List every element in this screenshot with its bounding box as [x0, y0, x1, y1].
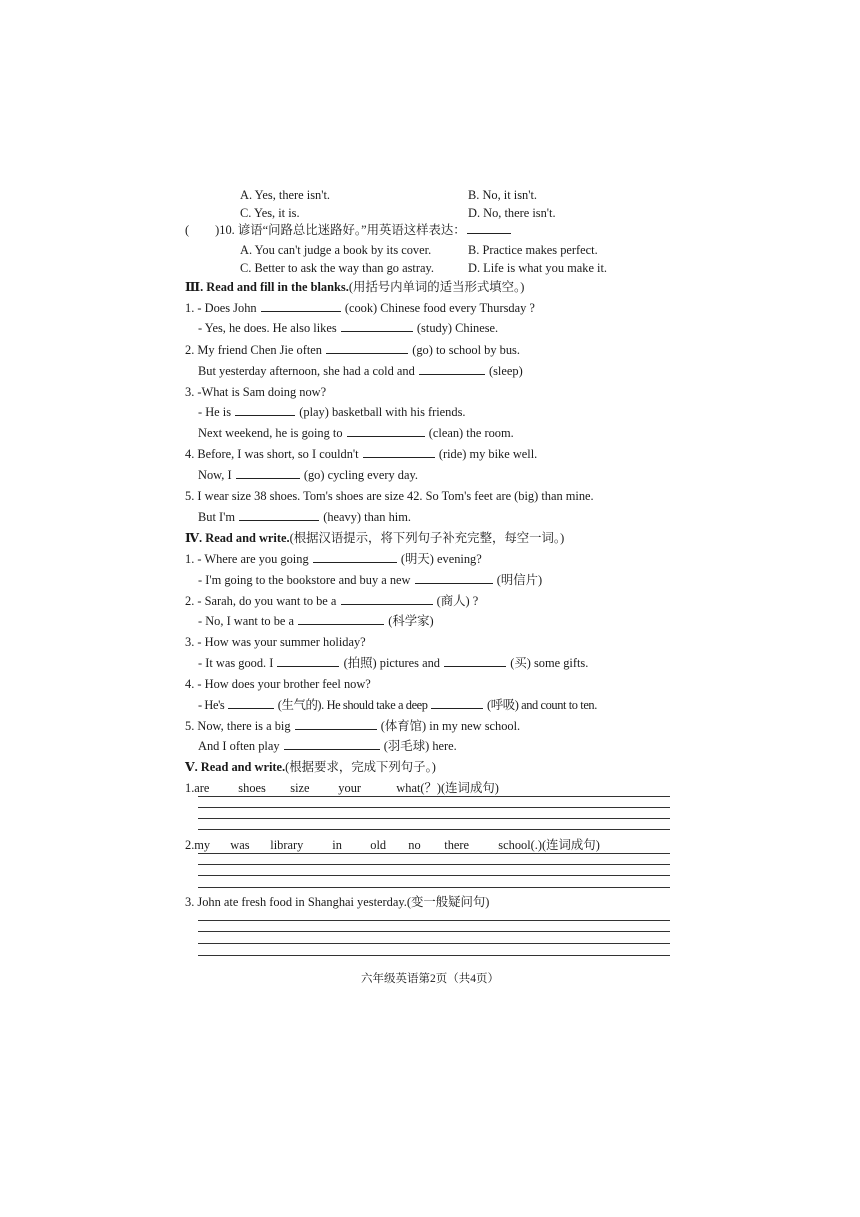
- s3-line-11: [198, 509, 411, 525]
- s4-l9-post: in my new school.: [429, 719, 521, 733]
- s4-l4-text: - No, I want to be a: [198, 614, 294, 628]
- answer-line[interactable]: [198, 943, 670, 944]
- s3-l9-text: Now, I: [198, 468, 232, 482]
- s4-l5-text: 3. - How was your summer holiday?: [185, 635, 366, 649]
- s3-line-5: [185, 384, 326, 400]
- section-3-heading-cn: (用括号内单词的适当形式填空。): [348, 280, 525, 294]
- s5-q1-word: size: [290, 781, 310, 795]
- answer-line[interactable]: [198, 807, 670, 808]
- s3-l6-post: basketball with his friends.: [331, 405, 466, 419]
- s4-l3-blank[interactable]: [341, 593, 433, 605]
- s5-q3-text: 3. John ate fresh food in Shanghai yesterday.: [185, 895, 407, 909]
- s4-l1-blank[interactable]: [313, 551, 397, 563]
- s4-l8-hint-1: (生气的): [277, 698, 322, 712]
- s3-l6-hint: (play): [299, 405, 329, 419]
- q10-option-c: C. Better to ask the way than go astray.: [240, 261, 434, 275]
- s5-q3-tail: (变一般疑问句): [406, 895, 490, 909]
- s3-l7-blank[interactable]: [347, 425, 425, 437]
- s3-l8-blank[interactable]: [363, 446, 435, 458]
- s4-l6-blank-1[interactable]: [277, 655, 339, 667]
- s4-l6-hint-2: (买): [510, 656, 531, 670]
- s4-l10-hint: (羽毛球): [383, 739, 430, 753]
- q10-option-d: D. Life is what you make it.: [468, 261, 608, 275]
- s4-line-7: [185, 676, 371, 692]
- s3-l9-hint: (go): [303, 468, 325, 482]
- q10-paren-close: ): [215, 223, 220, 237]
- s3-l3-hint: (go): [412, 343, 433, 357]
- s3-line-2: [198, 320, 498, 336]
- s3-l11-post: than him.: [364, 510, 411, 524]
- s3-l4-blank[interactable]: [419, 363, 485, 375]
- s4-l8-text: - He's: [198, 698, 225, 712]
- s3-l5-text: 3. -What is Sam doing now?: [185, 385, 327, 399]
- s3-l2-text: - Yes, he does. He also likes: [198, 321, 337, 335]
- s4-l7-text: 4. - How does your brother feel now?: [185, 677, 371, 691]
- answer-line[interactable]: [198, 818, 670, 819]
- q10-stem: 10. 谚语“问路总比迷路好。”用英语这样表达：: [219, 223, 466, 237]
- s3-l7-hint: (clean): [428, 426, 464, 440]
- s4-l1-text: 1. - Where are you going: [185, 552, 309, 566]
- s3-l11-hint: (heavy): [323, 510, 362, 524]
- answer-line[interactable]: [198, 931, 670, 932]
- s5-q1-num: 1.: [185, 781, 195, 795]
- s5-q1-word: shoes: [238, 781, 266, 795]
- s4-l3-post: ?: [472, 594, 479, 608]
- s4-l6-blank-2[interactable]: [444, 655, 506, 667]
- s5-q2-num: 2.: [185, 838, 195, 852]
- q10-blank[interactable]: [467, 222, 511, 234]
- answer-line[interactable]: [198, 864, 670, 865]
- answer-line[interactable]: [198, 920, 670, 921]
- s3-l1-post: Chinese food every Thursday ?: [380, 301, 535, 315]
- s4-l6-post: some gifts.: [533, 656, 589, 670]
- s3-l6-blank[interactable]: [235, 404, 295, 416]
- s3-l8-post: my bike well.: [469, 447, 538, 461]
- answer-line[interactable]: [198, 875, 670, 876]
- s5-q2-word: library: [270, 838, 304, 852]
- s3-l9-post: cycling every day.: [327, 468, 418, 482]
- s4-line-4: [198, 613, 434, 629]
- s4-l6-mid: pictures and: [379, 656, 440, 670]
- s4-l6-hint-1: (拍照): [343, 656, 377, 670]
- section-4-heading-cn: (根据汉语提示，将下列句子补充完整，每空一词。): [289, 531, 565, 545]
- s4-line-8: [198, 697, 597, 713]
- s5-q1-tail: (？)(连词成句): [420, 781, 499, 795]
- s4-line-5: [185, 634, 366, 650]
- q9-option-c: C. Yes, it is.: [240, 206, 300, 220]
- s4-line-6: [198, 655, 588, 671]
- s3-l6-text: - He is: [198, 405, 232, 419]
- s4-l9-text: 5. Now, there is a big: [185, 719, 291, 733]
- s4-l8-blank-2[interactable]: [431, 697, 483, 709]
- s4-l3-text: 2. - Sarah, do you want to be a: [185, 594, 337, 608]
- s5-q2-tail: (.)(连词成句): [530, 838, 600, 852]
- s3-line-9: [198, 467, 418, 483]
- section-4-heading: [185, 530, 564, 546]
- s5-q1-word: your: [338, 781, 362, 795]
- answer-line[interactable]: [198, 887, 670, 888]
- s4-line-1: [185, 551, 482, 567]
- s4-l9-blank[interactable]: [295, 718, 377, 730]
- s5-q2-word: school: [498, 838, 531, 852]
- s3-l11-blank[interactable]: [239, 509, 319, 521]
- answer-line[interactable]: [198, 955, 670, 956]
- q9-option-d: D. No, there isn't.: [468, 206, 556, 220]
- s3-l3-text: 2. My friend Chen Jie often: [185, 343, 322, 357]
- q10-option-b: B. Practice makes perfect.: [468, 243, 598, 257]
- s4-line-9: [185, 718, 520, 734]
- s5-q2-word: there: [444, 838, 470, 852]
- s3-l4-text: But yesterday afternoon, she had a cold and: [198, 364, 415, 378]
- s5-q2-word: my: [194, 838, 211, 852]
- s3-l2-post: Chinese.: [455, 321, 499, 335]
- s4-l10-post: here.: [432, 739, 457, 753]
- section-5-heading-en: Ⅴ. Read and write.: [185, 760, 286, 774]
- s4-l6-text: - It was good. I: [198, 656, 274, 670]
- s3-l8-hint: (ride): [438, 447, 467, 461]
- s5-q3-prompt: [185, 894, 489, 910]
- s4-l8-post: and count to ten.: [521, 698, 597, 712]
- s3-line-3: [185, 342, 520, 358]
- s3-line-6: [198, 404, 466, 420]
- s4-l8-hint-2: (呼吸): [486, 698, 519, 712]
- s3-l2-blank[interactable]: [341, 320, 413, 332]
- s3-l8-text: 4. Before, I was short, so I couldn't: [185, 447, 359, 461]
- q10-option-a: A. You can't judge a book by its cover.: [240, 243, 432, 257]
- s3-line-8: [185, 446, 537, 462]
- q9-option-a: A. Yes, there isn't.: [240, 188, 331, 202]
- answer-line[interactable]: [198, 796, 670, 797]
- s5-q1-prompt: [185, 780, 499, 796]
- q10-line: [185, 222, 512, 238]
- s3-l1-blank[interactable]: [261, 300, 341, 312]
- s5-q1-word: are: [194, 781, 210, 795]
- page-footer: 六年级英语第2页（共4页）: [361, 973, 499, 985]
- s4-l3-hint: (商人): [436, 594, 470, 608]
- s4-l2-text: - I'm going to the bookstore and buy a new: [198, 573, 411, 587]
- s4-l2-hint: (明信片): [496, 573, 543, 587]
- s4-l2-blank[interactable]: [415, 572, 493, 584]
- s4-line-2: [198, 572, 542, 588]
- s4-l8-blank-1[interactable]: [228, 697, 274, 709]
- s3-l11-text: But I'm: [198, 510, 235, 524]
- s3-l4-hint: (sleep): [488, 364, 523, 378]
- s4-l10-text: And I often play: [198, 739, 280, 753]
- s3-line-10: [185, 488, 594, 504]
- section-5-heading-cn: (根据要求，完成下列句子。): [285, 760, 436, 774]
- s5-q2-word: old: [370, 838, 387, 852]
- s3-l3-post: to school by bus.: [435, 343, 520, 357]
- q10-paren-open: (: [185, 223, 190, 237]
- s4-line-10: [198, 738, 457, 754]
- section-3-heading: [185, 279, 524, 295]
- s4-l9-hint: (体育馆): [380, 719, 427, 733]
- s4-l1-hint: (明天): [400, 552, 434, 566]
- s3-l7-post: the room.: [466, 426, 514, 440]
- s3-l9-blank[interactable]: [236, 467, 300, 479]
- s4-l4-hint: (科学家): [388, 614, 434, 628]
- s3-l1-hint: (cook): [344, 301, 378, 315]
- s4-l10-blank[interactable]: [284, 738, 380, 750]
- s3-l2-hint: (study): [416, 321, 453, 335]
- s3-l7-text: Next weekend, he is going to: [198, 426, 343, 440]
- answer-line[interactable]: [198, 829, 670, 830]
- q9-option-b: B. No, it isn't.: [468, 188, 538, 202]
- s4-l4-blank[interactable]: [298, 613, 384, 625]
- s5-q2-word: was: [230, 838, 250, 852]
- s3-l10-text: 5. I wear size 38 shoes. Tom's shoes are size 42. So Tom's feet are (big) than mine.: [185, 489, 594, 503]
- s5-q2-prompt: [185, 837, 600, 853]
- section-5-heading: [185, 759, 436, 775]
- section-4-heading-en: Ⅳ. Read and write.: [185, 531, 290, 545]
- s5-q1-word: what: [396, 781, 421, 795]
- answer-line[interactable]: [198, 853, 670, 854]
- s4-l8-mid: . He should take a deep: [321, 698, 428, 712]
- s5-q2-word: no: [408, 838, 421, 852]
- s3-l1-text: 1. - Does John: [185, 301, 257, 315]
- s3-line-1: [185, 300, 535, 316]
- s3-line-7: [198, 425, 514, 441]
- s3-line-4: [198, 363, 523, 379]
- s4-l1-post: evening?: [437, 552, 482, 566]
- s3-l3-blank[interactable]: [326, 342, 408, 354]
- s4-line-3: [185, 593, 478, 609]
- s5-q2-word: in: [332, 838, 342, 852]
- section-3-heading-en: Ⅲ. Read and fill in the blanks.: [185, 280, 349, 294]
